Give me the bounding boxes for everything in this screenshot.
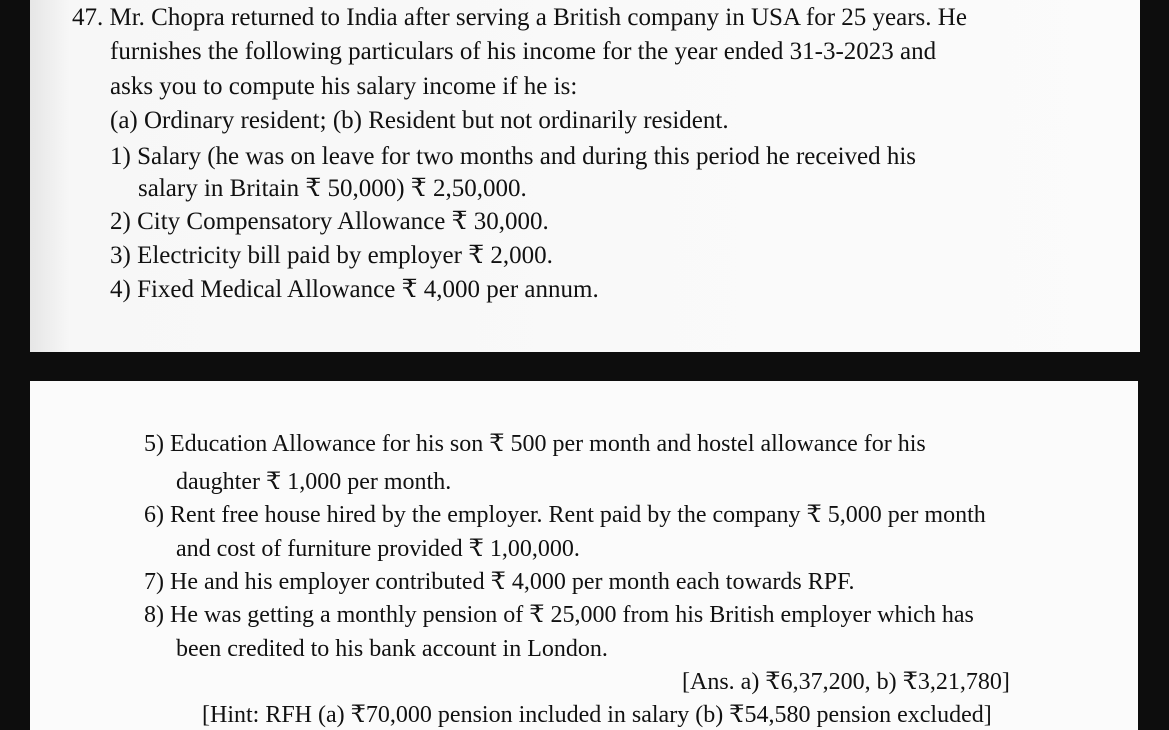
list-item: 6) Rent free house hired by the employer. Rent paid by the company ₹ 5,000 per month: [144, 502, 986, 528]
list-item: 2) City Compensatory Allowance ₹ 30,000.: [110, 208, 549, 235]
list-item: 8) He was getting a monthly pension of ₹ 25,000 from his British employer which has: [144, 602, 974, 628]
list-item-continuation: and cost of furniture provided ₹ 1,00,000.: [176, 536, 580, 562]
list-item-continuation: been credited to his bank account in London.: [176, 636, 608, 662]
hint-text: [Hint: RFH (a) ₹70,000 pension included in salary (b) ₹54,580 pension excluded]: [202, 702, 992, 728]
list-item-continuation: salary in Britain ₹ 50,000) ₹ 2,50,000.: [138, 175, 527, 202]
page-bottom: [30, 381, 1138, 730]
list-item-continuation: daughter ₹ 1,000 per month.: [176, 469, 452, 495]
list-item: 7) He and his employer contributed ₹ 4,000 per month each towards RPF.: [144, 569, 855, 595]
question-text-line: (a) Ordinary resident; (b) Resident but not ordinarily resident.: [110, 107, 729, 134]
question-text-line: 47. Mr. Chopra returned to India after serving a British company in USA for 25 years. He: [72, 4, 967, 31]
answer-text: [Ans. a) ₹6,37,200, b) ₹3,21,780]: [682, 669, 1010, 695]
list-item: 4) Fixed Medical Allowance ₹ 4,000 per annum.: [110, 276, 599, 303]
question-text-line: furnishes the following particulars of his income for the year ended 31-3-2023 and: [110, 38, 937, 65]
page-top: [30, 0, 1140, 352]
list-item: 3) Electricity bill paid by employer ₹ 2,000.: [110, 242, 553, 269]
list-item: 1) Salary (he was on leave for two months and during this period he received his: [110, 143, 917, 170]
list-item: 5) Education Allowance for his son ₹ 500 per month and hostel allowance for his: [144, 431, 926, 457]
question-text-line: asks you to compute his salary income if he is:: [110, 73, 578, 100]
